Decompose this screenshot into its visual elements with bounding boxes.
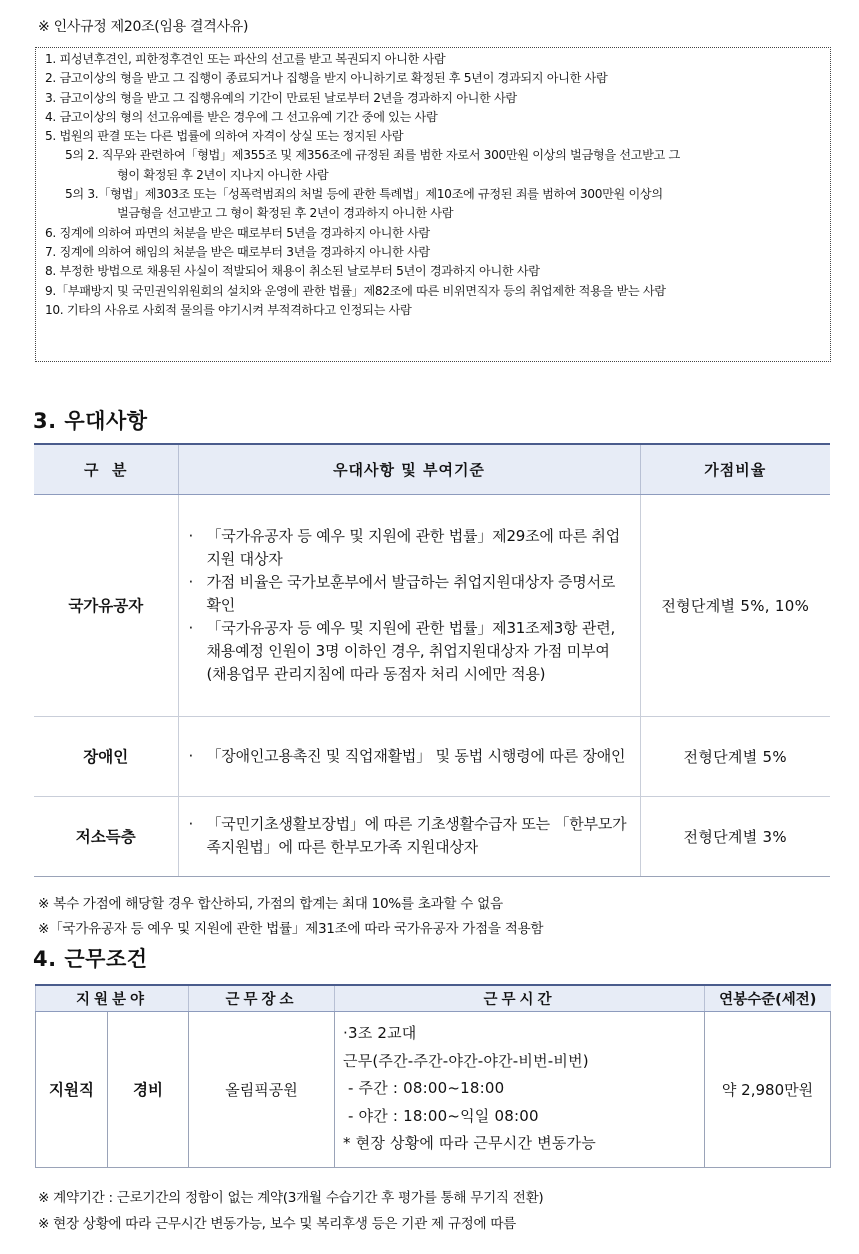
- header-criteria: 우대사항 및 부여기준: [178, 444, 640, 494]
- criteria-item: [187, 617, 628, 686]
- preference-note-2: ※「국가유공자 등 예우 및 지원에 관한 법률」제31조에 따라 국가유공자 가점을 적용함: [38, 921, 544, 937]
- list-item: 5의 2. 직무와 관련하여「형법」제355조 및 제356조에 규정된 죄를 범한 자로서 300만원 이상의 벌금형을 선고받고 그: [65, 148, 680, 163]
- contract-note: ※ 계약기간 : 근로기간의 정함이 없는 계약(3개월 수습기간 후 평가를 통해 무기직 전환): [38, 1190, 544, 1206]
- list-item: 7. 징계에 의하여 해임의 처분을 받은 때로부터 3년을 경과하지 아니한 사람: [45, 244, 430, 259]
- criteria-text: 「국가유공자 등 예우 및 지원에 관한 법률」제29조에 따른 취업지원 대상자: [206, 526, 621, 568]
- table-row: [34, 796, 830, 876]
- list-item: 5의 3.「형법」제303조 또는「성폭력범죄의 처벌 등에 관한 특례법」제10조에 규정된 죄를 범하여 300만원 이상의: [65, 187, 663, 202]
- hours-line: - 야간 : 18:00~익일 08:00: [343, 1106, 539, 1125]
- work-hours: [335, 1011, 705, 1167]
- reference-title: ※ 인사규정 제20조(임용 결격사유): [38, 19, 249, 35]
- header-rate: 가점비율: [640, 444, 830, 494]
- hours-line: 근무(주간-주간-야간-야간-비번-비번): [343, 1051, 589, 1070]
- rate-cell: 전형단계별 3%: [640, 796, 830, 876]
- bullet-icon: ·: [188, 746, 194, 765]
- table-row: [34, 716, 830, 796]
- bullet-icon: ·: [188, 618, 194, 637]
- criteria-cell: [178, 716, 640, 796]
- work-conditions-table: [35, 984, 831, 1168]
- list-item: 3. 금고이상의 형을 받고 그 집행유예의 기간이 만료된 날로부터 2년을 경과하지 아니한 사람: [45, 90, 517, 105]
- hours-line: - 주간 : 08:00~18:00: [343, 1079, 505, 1098]
- hours-line: * 현장 상황에 따라 근무시간 변동가능: [343, 1134, 596, 1153]
- criteria-item: [187, 813, 628, 859]
- criteria-item: [187, 745, 628, 768]
- conditions-note: ※ 현장 상황에 따라 근무시간 변동가능, 보수 및 복리후생 등은 기관 제 규정에 따름: [38, 1216, 516, 1232]
- criteria-item: [187, 571, 628, 617]
- list-item: 10. 기타의 사유로 사회적 물의를 야기시켜 부적격하다고 인정되는 사람: [45, 302, 412, 317]
- section-4-title: 4. 근무조건: [33, 947, 148, 971]
- work-location: 올림픽공원: [189, 1011, 335, 1167]
- disqualification-list: [35, 47, 831, 362]
- header-pay: 연봉수준(세전): [705, 985, 831, 1011]
- header-field: 지원분야: [36, 985, 189, 1011]
- preference-table: [34, 443, 830, 877]
- list-item: 4. 금고이상의 형의 선고유예를 받은 경우에 그 선고유예 기간 중에 있는 사람: [45, 109, 438, 124]
- list-item: 형이 확정된 후 2년이 지나지 아니한 사람: [117, 167, 329, 182]
- list-item: 8. 부정한 방법으로 채용된 사실이 적발되어 채용이 취소된 날로부터 5년이 경과하지 아니한 사람: [45, 264, 540, 279]
- field-group: 지원직: [36, 1011, 108, 1167]
- header-category: 구 분: [34, 444, 178, 494]
- criteria-item: [187, 525, 628, 571]
- table-row: [34, 494, 830, 716]
- list-item: 5. 법원의 판결 또는 다른 법률에 의하여 자격이 상실 또는 정지된 사람: [45, 129, 404, 144]
- bullet-icon: ·: [188, 815, 194, 833]
- preference-note-1: ※ 복수 가점에 해당할 경우 합산하되, 가점의 합계는 최대 10%를 초과할 수 없음: [38, 896, 503, 912]
- criteria-text: 가점 비율은 국가보훈부에서 발급하는 취업지원대상자 증명서로 확인: [206, 572, 616, 614]
- header-location: 근무장소: [189, 985, 335, 1011]
- bullet-icon: ·: [188, 526, 194, 545]
- table-row: [36, 1011, 831, 1167]
- category-cell: 장애인: [34, 716, 178, 796]
- list-item: 벌금형을 선고받고 그 형이 확정된 후 2년이 경과하지 아니한 사람: [117, 206, 454, 221]
- header-hours: 근무시간: [335, 985, 705, 1011]
- list-item: 1. 피성년후견인, 피한정후견인 또는 파산의 선고를 받고 복권되지 아니한 사람: [45, 52, 446, 66]
- list-item: 9.「부패방지 및 국민권익위원회의 설치와 운영에 관한 법률」제82조에 따른 비위면직자 등의 취업제한 적용을 받는 사람: [45, 283, 666, 298]
- annual-pay: 약 2,980만원: [705, 1011, 831, 1167]
- criteria-text: 「장애인고용촉진 및 직업재활법」 및 동법 시행령에 따른 장애인: [206, 746, 626, 765]
- field-name: 경비: [108, 1011, 189, 1167]
- bullet-icon: ·: [188, 572, 194, 591]
- category-cell: 저소득층: [34, 796, 178, 876]
- criteria-text: 「국민기초생활보장법」에 따른 기초생활수급자 또는 「한부모가족지원법」에 따른 한부모가족 지원대상자: [206, 815, 627, 856]
- criteria-text: 「국가유공자 등 예우 및 지원에 관한 법률」제31조제3항 관련, 채용예정 인원이 3명 이하인 경우, 취업지원대상자 가점 미부여(채용업무 관리지침에 따라 동점자 처리 시에만 적용): [206, 618, 616, 683]
- hours-line: ·3조 2교대: [343, 1024, 417, 1043]
- rate-cell: 전형단계별 5%, 10%: [640, 494, 830, 716]
- list-item: 6. 징계에 의하여 파면의 처분을 받은 때로부터 5년을 경과하지 아니한 사람: [45, 225, 430, 240]
- list-item: 2. 금고이상의 형을 받고 그 집행이 종료되거나 집행을 받지 아니하기로 확정된 후 5년이 경과되지 아니한 사람: [45, 71, 608, 86]
- criteria-cell: [178, 796, 640, 876]
- section-3-title: 3. 우대사항: [33, 409, 148, 433]
- rate-cell: 전형단계별 5%: [640, 716, 830, 796]
- category-cell: 국가유공자: [34, 494, 178, 716]
- criteria-cell: [178, 494, 640, 716]
